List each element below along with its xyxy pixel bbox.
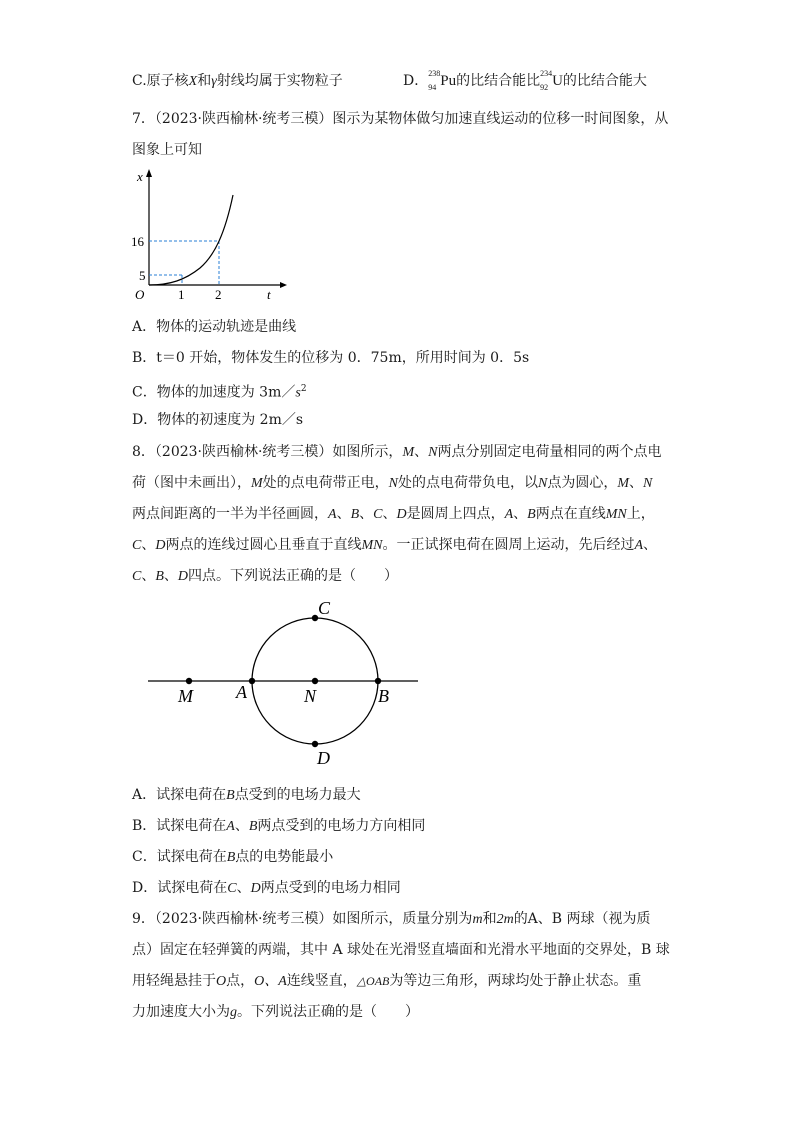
plutonium-nuclide: 238 94 Pu	[428, 69, 457, 92]
point-c-label: C	[318, 598, 331, 618]
q9-stem-line4: 力加速度大小为g。下列说法正确的是（ ）	[132, 1004, 419, 1020]
q8-option-a: A．试探电荷在B点受到的电场力最大	[132, 787, 361, 803]
q8-circle-diagram	[140, 598, 425, 770]
q9-stem-line3: 用轻绳悬挂于O点，O、A连线竖直，△OAB为等边三角形，两球均处于静止状态。重	[132, 973, 642, 989]
q8-stem-line2: 荷（图中未画出），M处的点电荷带正电，N处的点电荷带负电，以N点为圆心，M、N	[132, 475, 653, 491]
point-d-label: D	[317, 748, 330, 768]
graph-tick-x16: 16	[131, 234, 144, 249]
q7-stem-line2: 图象上可知	[132, 142, 202, 158]
point-n-label: N	[304, 686, 317, 706]
graph-tick-t1: 1	[178, 287, 185, 302]
q9-stem-line1: 9．（2023·陕西榆林·统考三模）如图所示，质量分别为m和2m的A、B 两球（视为质	[132, 911, 651, 927]
uranium-nuclide: 234 92 U	[540, 69, 563, 92]
q8-option-d: D．试探电荷在C、D两点受到的电场力相同	[132, 880, 401, 896]
q8-stem-line5: C、B、D四点。下列说法正确的是（ ）	[132, 568, 399, 584]
point-m-label: M	[178, 686, 193, 706]
point-a-label: A	[236, 682, 247, 702]
q7-option-a: A．物体的运动轨迹是曲线	[132, 319, 297, 335]
graph-tick-x5: 5	[139, 268, 146, 283]
q8-stem-line3: 两点间距离的一半为半径画圆，A、B、C、D是圆周上四点，A、B两点在直线MN上，	[132, 506, 655, 522]
graph-x-axis-label: t	[267, 287, 271, 302]
graph-y-axis-label: x	[137, 169, 143, 184]
point-b-label: B	[378, 686, 389, 706]
q6-option-d: D． 238 94 Pu的比结合能比 234 92 U的比结合能大	[403, 69, 647, 92]
graph-tick-t2: 2	[215, 287, 222, 302]
q7-option-d: D．物体的初速度为 2m／s	[132, 412, 304, 428]
q7-option-c: C．物体的加速度为 $3m/s^2$	[132, 384, 307, 401]
graph-origin-label: O	[135, 287, 145, 302]
q9-stem-line2: 点）固定在轻弹簧的两端，其中 A 球处在光滑竖直墙面和光滑水平地面的交界处，B 球	[132, 942, 670, 958]
q6-option-c: C.原子核X和γ射线均属于实物粒子	[132, 73, 343, 89]
q7-stem-line1: 7．（2023·陕西榆林·统考三模）图示为某物体做匀加速直线运动的位移一时间图象，从	[132, 111, 669, 127]
q8-option-c: C．试探电荷在B点的电势能最小	[132, 849, 334, 865]
q7-option-b: B．t＝0 开始，物体发生的位移为 0．75m，所用时间为 0．5s	[132, 350, 530, 366]
q8-stem-line4: C、D两点的连线过圆心且垂直于直线MN。一正试探电荷在圆周上运动，先后经过A、	[132, 537, 658, 553]
q8-option-b: B．试探电荷在A、B两点受到的电场力方向相同	[132, 818, 426, 834]
q7-xt-graph	[125, 165, 290, 305]
q8-stem-line1: 8．（2023·陕西榆林·统考三模）如图所示，M、N两点分别固定电荷量相同的两个点电	[132, 444, 662, 460]
